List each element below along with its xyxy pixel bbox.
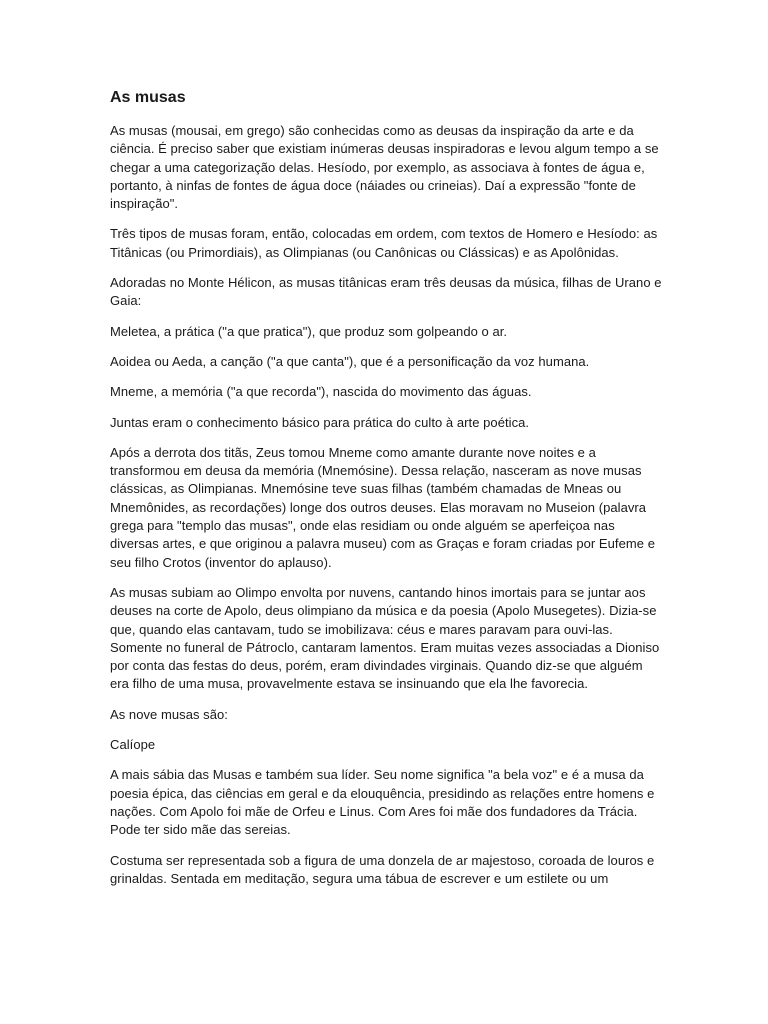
paragraph-caliope-heading: Calíope bbox=[110, 737, 156, 753]
paragraph-meletea: Meletea, a prática ("a que pratica"), que produz som golpeando o ar. bbox=[110, 323, 508, 339]
paragraph-types: Três tipos de musas foram, então, colocadas em ordem, com textos de Homero e Hesíodo: as Titânicas (ou Primordiais), as Olimpianas (ou Canônicas ou Clássicas) e as Apolônidas. bbox=[110, 226, 658, 260]
paragraph-aoidea: Aoidea ou Aeda, a canção ("a que canta"), que é a personificação da voz humana. bbox=[110, 353, 590, 369]
document-title: As musas bbox=[110, 89, 186, 106]
paragraph-caliope: A mais sábia das Musas e também sua líder. Seu nome significa "a bela voz" e é a musa da poesia épica, das ciências em geral e da elouquência, presidindo as relações entre homens e nações. Com Apolo foi mãe de Orfeu e Linus. Com Ares foi mãe dos fundadores da Trácia. Pode ter sido mãe das sereias. bbox=[110, 767, 655, 838]
paragraph-olimpianas: Após a derrota dos titãs, Zeus tomou Mneme como amante durante nove noites e a transformou em deusa da memória (Mnemósine). Dessa relação, nasceram as nove musas clássicas, as Olimpianas. Mnemósine teve suas filhas (também chamadas de Mneas ou Mnemônides, as recordações) longe dos outros deuses. Elas moravam no Museion (palavra grega para "templo das musas", onde elas residiam ou onde alguém se aperfeiçoa nas diversas artes, e que originou a palavra museu) com as Graças e foram criadas por Eufeme e seu filho Crotos (inventor do aplauso). bbox=[110, 444, 655, 570]
paragraph-nove-musas: As nove musas são: bbox=[110, 706, 228, 722]
paragraph-titanic: Adoradas no Monte Hélicon, as musas titânicas eram três deusas da música, filhas de Urano e Gaia: bbox=[110, 275, 662, 309]
paragraph-representacao: Costuma ser representada sob a figura de uma donzela de ar majestoso, coroada de louros e grinaldas. Sentada em meditação, segura uma tábua de escrever e um estilete ou um bbox=[110, 852, 655, 886]
paragraph-olimpo: As musas subiam ao Olimpo envolta por nuvens, cantando hinos imortais para se juntar aos deuses na corte de Apolo, deus olimpiano da música e da poesia (Apolo Musegetes). Dizia-se que, quando elas cantavam, tudo se imobilizava: céus e mares paravam para ouvi-las. Somente no funeral de Pátroclo, cantaram lamentos. Eram muitas vezes associadas a Dioniso por conta das festas do deus, porém, eram divindades virginais. Quando diz-se que alguém era filho de uma musa, provavelmente estava se insinuando que ela lhe favorecia. bbox=[110, 584, 660, 692]
paragraph-intro: As musas (mousai, em grego) são conhecidas como as deusas da inspiração da arte e da ciência. É preciso saber que existiam inúmeras deusas inspiradoras e levou algum tempo a se chegar a uma categorização delas. Hesíodo, por exemplo, as associava à fontes de água e, portanto, à ninfas de fontes de água doce (náiades ou crineias). Daí a expressão "fonte de inspiração". bbox=[110, 123, 659, 212]
paragraph-mneme: Mneme, a memória ("a que recorda"), nascida do movimento das águas. bbox=[110, 384, 532, 400]
paragraph-juntas: Juntas eram o conhecimento básico para prática do culto à arte poética. bbox=[110, 414, 530, 430]
